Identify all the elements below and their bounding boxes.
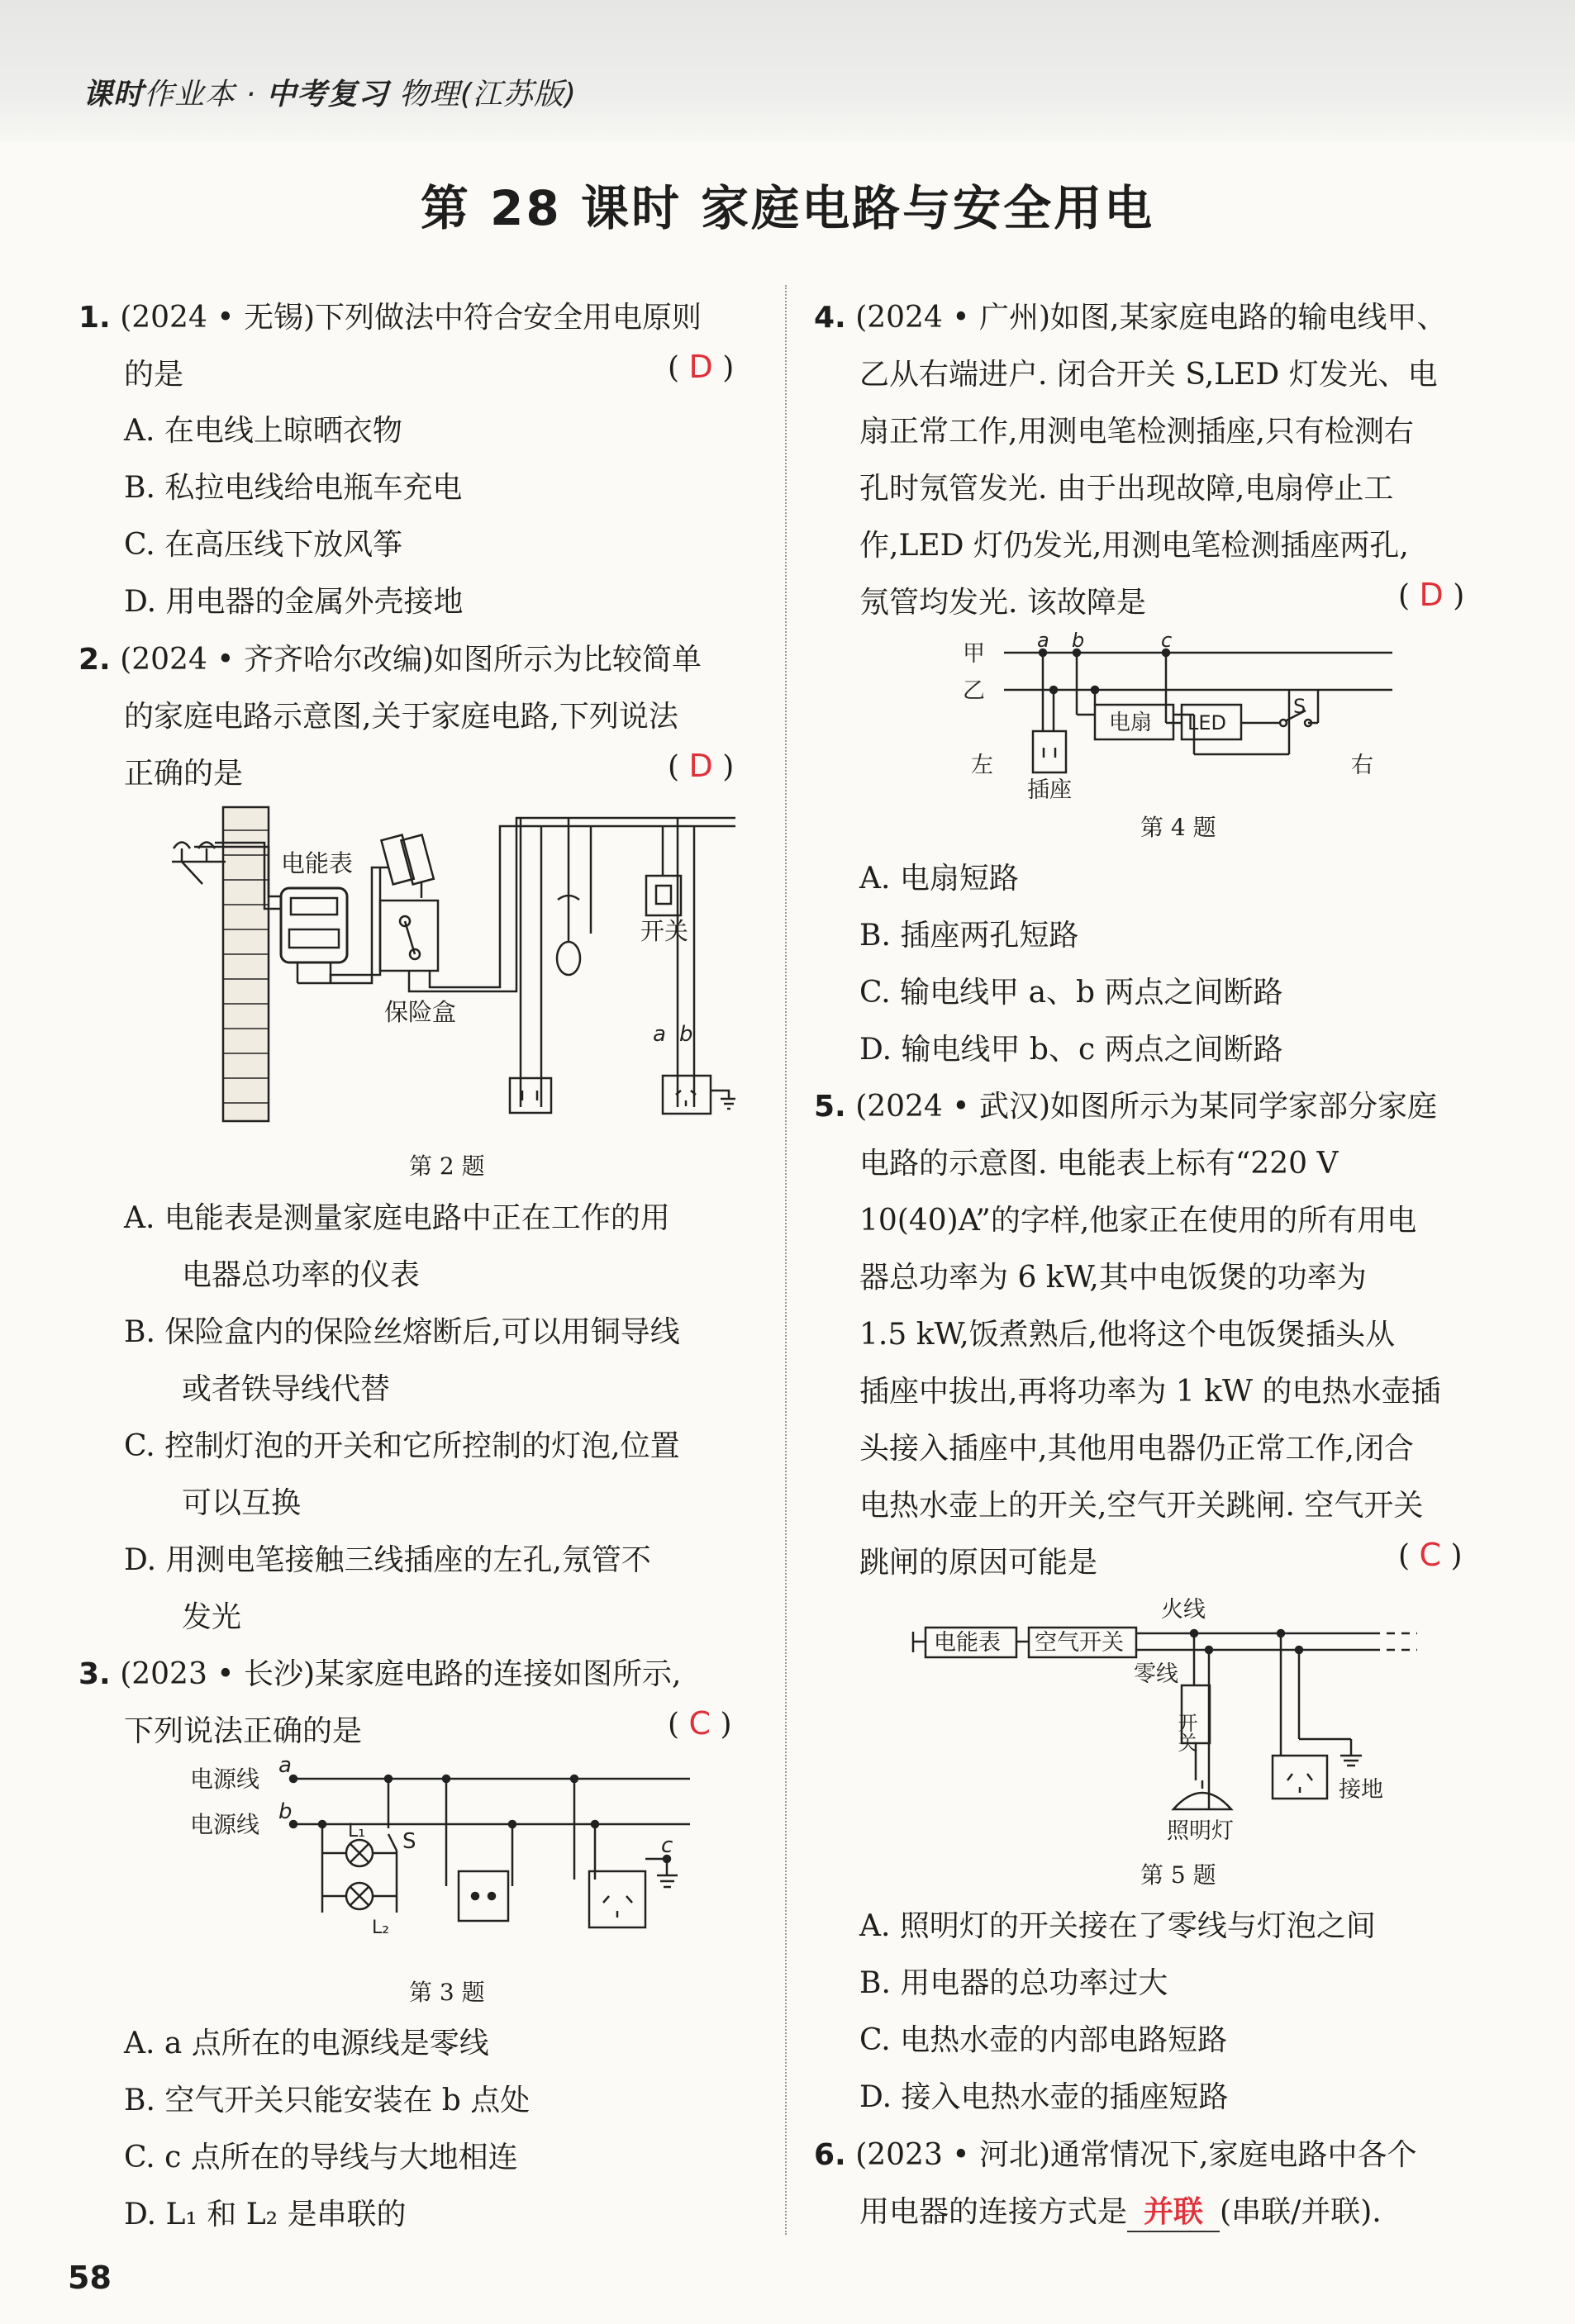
- q4-stem-line5: 作,LED 灯仍发光,用测电笔检测插座两孔,: [859, 529, 1409, 563]
- q4-stem-line3: 扇正常工作,用测电笔检测插座,只有检测右: [859, 415, 1414, 449]
- q3-fig-point-a: a: [278, 1756, 292, 1778]
- q3-option-a: A. a 点所在的电源线是零线: [124, 2027, 489, 2060]
- q2-stem-line2: 的家庭电路示意图,关于家庭电路,下列说法: [124, 700, 678, 734]
- q2-option-a-line1: A. 电能表是测量家庭电路中正在工作的用: [124, 1201, 670, 1235]
- q1-option-d: D. 用电器的金属外壳接地: [124, 585, 464, 619]
- q2-option-c-line2: 可以互换: [182, 1486, 302, 1520]
- q4-answer: ( D ): [1398, 577, 1465, 613]
- q4-fig-led: LED: [1187, 711, 1227, 734]
- q4-stem-line6: 氖管均发光. 该故障是: [859, 586, 1146, 620]
- q4-fig-point-b: b: [1072, 632, 1085, 652]
- q2-fig-fuse-label: 保险盒: [384, 998, 457, 1026]
- q2-fig-point-b: b: [679, 1022, 693, 1047]
- q3-fig-line2-label: 电源线: [190, 1811, 260, 1838]
- q3-option-d: D. L₁ 和 L₂ 是串联的: [124, 2198, 407, 2231]
- q4-fig-switch-s: S: [1293, 695, 1306, 718]
- q3-fig-point-c: c: [661, 1833, 673, 1858]
- q2-option-b-line1: B. 保险盒内的保险丝熔断后,可以用铜导线: [124, 1315, 680, 1349]
- q5-fig-ground: 接地: [1339, 1777, 1383, 1803]
- q2-option-a-line2: 电器总功率的仪表: [182, 1258, 421, 1292]
- q1-option-a: A. 在电线上晾晒衣物: [124, 414, 402, 448]
- q1-stem-line2: 的是: [124, 358, 184, 392]
- q6-answer-fill: 并联: [1144, 2195, 1204, 2229]
- q5-fig-breaker: 空气开关: [1035, 1630, 1124, 1656]
- q5-stem-line5: 1.5 kW,饭煮熟后,他将这个电饭煲插头从: [859, 1318, 1396, 1352]
- q5-stem-line6: 插座中拔出,再将功率为 1 kW 的电热水壶插: [859, 1375, 1441, 1409]
- q3-fig-l2: L₂: [372, 1918, 390, 1938]
- q4-option-d: D. 输电线甲 b、c 两点之间断路: [859, 1033, 1283, 1067]
- q5-option-b: B. 用电器的总功率过大: [859, 1966, 1168, 2000]
- q4-figure-caption: 第 4 题: [1140, 814, 1216, 841]
- q5-stem-line2: 电路的示意图. 电能表上标有“220 V: [859, 1147, 1339, 1181]
- q3-fig-switch-s: S: [402, 1829, 416, 1854]
- q6-stem-line1: 6. (2023 • 河北)通常情况下,家庭电路中各个: [814, 2138, 1417, 2172]
- q2-stem-line1: 2. (2024 • 齐齐哈尔改编)如图所示为比较简单: [79, 643, 702, 677]
- q4-fig-left: 左: [971, 753, 993, 778]
- q4-fig-socket: 插座: [1027, 777, 1072, 803]
- q3-fig-line1-label: 电源线: [190, 1766, 260, 1793]
- q5-option-a: A. 照明灯的开关接在了零线与灯泡之间: [859, 1909, 1376, 1943]
- q5-stem-line7: 头接入插座中,其他用电器仍正常工作,闭合: [859, 1432, 1414, 1466]
- q2-fig-switch-label: 开关: [640, 917, 689, 945]
- q2-option-b-line2: 或者铁导线代替: [182, 1372, 391, 1406]
- q2-figure-caption: 第 2 题: [409, 1152, 485, 1180]
- q5-stem-line1: 5. (2024 • 武汉)如图所示为某同学家部分家庭: [814, 1090, 1438, 1124]
- q2-answer: ( D ): [668, 748, 735, 784]
- q5-figure: [909, 1590, 1438, 1863]
- q5-answer: ( C ): [1398, 1537, 1463, 1573]
- q1-option-c: C. 在高压线下放风筝: [124, 528, 403, 562]
- q5-fig-lamp: 照明灯: [1167, 1818, 1234, 1844]
- q5-stem-line4: 器总功率为 6 kW,其中电饭煲的功率为: [859, 1261, 1367, 1295]
- page-title: 第 28 课时 家庭电路与安全用电: [420, 180, 1155, 236]
- q5-stem-line9: 跳闸的原因可能是: [859, 1546, 1098, 1580]
- q6-stem-line2: 用电器的连接方式是 并联 (串联/并联).: [859, 2189, 1382, 2232]
- q4-fig-right: 右: [1351, 753, 1373, 778]
- q5-fig-meter: 电能表: [934, 1630, 1001, 1656]
- left-column: [0, 0, 785, 2324]
- right-column: [785, 0, 1575, 2324]
- q1-stem-line1: 1. (2024 • 无锡)下列做法中符合安全用电原则: [79, 301, 702, 335]
- q2-option-d-line2: 发光: [182, 1600, 242, 1634]
- q4-fig-jia: 甲: [963, 641, 985, 667]
- q5-option-d: D. 接入电热水壶的插座短路: [859, 2080, 1229, 2114]
- q4-fig-point-a: a: [1037, 632, 1049, 652]
- q5-figure-caption: 第 5 题: [1140, 1861, 1216, 1889]
- q2-stem-line3: 正确的是: [124, 757, 244, 791]
- q3-fig-l1: L₁: [348, 1821, 366, 1842]
- q1-option-b: B. 私拉电线给电瓶车充电: [124, 471, 463, 505]
- q3-option-c: C. c 点所在的导线与大地相连: [124, 2141, 518, 2174]
- q3-fig-point-b: b: [278, 1799, 293, 1824]
- q5-stem-line3: 10(40)A”的字样,他家正在使用的所有用电: [859, 1204, 1417, 1238]
- q3-stem-line2: 下列说法正确的是: [124, 1714, 363, 1748]
- q3-option-b: B. 空气开关只能安装在 b 点处: [124, 2084, 531, 2117]
- q4-option-c: C. 输电线甲 a、b 两点之间断路: [859, 976, 1283, 1010]
- q4-option-a: A. 电扇短路: [859, 862, 1019, 896]
- q2-option-c-line1: C. 控制灯泡的开关和它所控制的灯泡,位置: [124, 1429, 680, 1463]
- q5-fig-neutral: 零线: [1134, 1661, 1178, 1687]
- q3-figure: [186, 1756, 715, 1970]
- q4-fig-yi: 乙: [963, 678, 985, 704]
- running-header: 课时作业本 · 中考复习 物理(江苏版): [83, 78, 577, 112]
- q5-stem-line8: 电热水壶上的开关,空气开关跳闸. 空气开关: [859, 1489, 1424, 1523]
- q4-fig-point-c: c: [1161, 632, 1173, 652]
- q1-answer: ( D ): [668, 349, 735, 385]
- q2-figure: [157, 806, 735, 1136]
- q3-answer: ( C ): [668, 1705, 732, 1742]
- q5-fig-live: 火线: [1161, 1597, 1206, 1623]
- q2-option-d-line1: D. 用测电笔接触三线插座的左孔,氖管不: [124, 1543, 651, 1577]
- q4-option-b: B. 插座两孔短路: [859, 919, 1079, 953]
- q4-stem-line1: 4. (2024 • 广州)如图,某家庭电路的输电线甲、: [814, 301, 1447, 335]
- q4-fig-fan: 电扇: [1109, 711, 1153, 735]
- q4-stem-line4: 孔时氖管发光. 由于出现故障,电扇停止工: [859, 472, 1394, 506]
- q3-figure-caption: 第 3 题: [409, 1979, 485, 2006]
- q3-stem-line1: 3. (2023 • 长沙)某家庭电路的连接如图所示,: [79, 1657, 682, 1691]
- q2-fig-meter-label: 电能表: [281, 849, 354, 877]
- q5-fig-switch: 开关: [1174, 1713, 1197, 1752]
- q4-figure: [963, 632, 1401, 806]
- q5-option-c: C. 电热水壶的内部电路短路: [859, 2023, 1228, 2057]
- q4-stem-line2: 乙从右端进户. 闭合开关 S,LED 灯发光、电: [859, 358, 1438, 392]
- q2-fig-point-a: a: [653, 1022, 666, 1047]
- page-number: 58: [68, 2260, 112, 2296]
